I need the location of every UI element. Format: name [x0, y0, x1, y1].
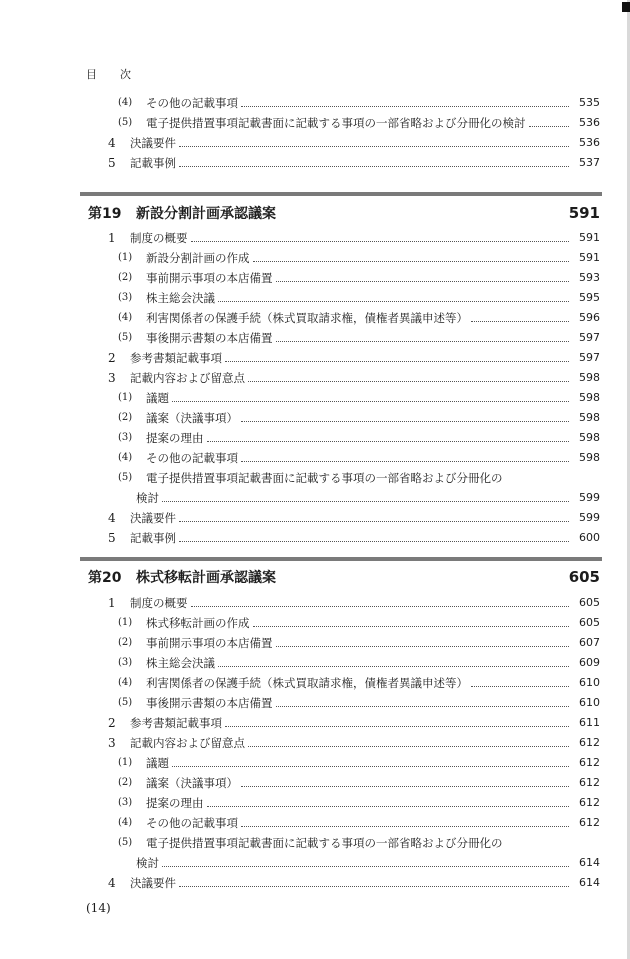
entry-label: 記載内容および留意点 [130, 371, 245, 385]
entry-label: 事後開示書類の本店備置 [146, 696, 273, 710]
dot-leader [241, 826, 569, 827]
entry-page: 610 [579, 696, 600, 709]
toc-entry[interactable] [86, 448, 600, 468]
toc-block-top [86, 93, 600, 173]
section-divider [80, 192, 602, 196]
entry-page: 593 [579, 271, 600, 284]
toc-entry[interactable] [86, 813, 600, 833]
dot-leader [225, 726, 569, 727]
entry-label: その他の記載事項 [146, 96, 238, 110]
entry-page: 607 [579, 636, 600, 649]
toc-entry[interactable] [86, 733, 600, 753]
dot-leader [172, 401, 569, 402]
entry-number: (1) [118, 757, 133, 768]
entry-label: 議案（決議事項） [146, 411, 238, 425]
toc-entry[interactable] [86, 753, 600, 773]
toc-entry[interactable] [86, 388, 600, 408]
toc-entry[interactable] [86, 673, 600, 693]
entry-label: 事後開示書類の本店備置 [146, 331, 273, 345]
toc-entry[interactable] [86, 873, 600, 893]
entry-page: 595 [579, 291, 600, 304]
entry-label: 提案の理由 [146, 431, 204, 445]
entry-number: (5) [118, 117, 133, 128]
dot-leader [172, 766, 569, 767]
entry-page: 612 [579, 796, 600, 809]
entry-page: 535 [579, 96, 600, 109]
entry-page: 612 [579, 776, 600, 789]
toc-entry[interactable] [86, 613, 600, 633]
toc-entry[interactable] [86, 633, 600, 653]
entry-page: 598 [579, 431, 600, 444]
dot-leader [162, 501, 569, 502]
entry-number: (5) [118, 332, 133, 343]
entry-page: 596 [579, 311, 600, 324]
dot-leader [248, 746, 569, 747]
entry-label: その他の記載事項 [146, 816, 238, 830]
dot-leader [276, 341, 570, 342]
entry-number: 3 [108, 371, 116, 385]
entry-number: 4 [108, 511, 116, 525]
entry-label: 決議要件 [130, 511, 176, 525]
entry-number: (4) [118, 677, 133, 688]
entry-page: 591 [579, 231, 600, 244]
entry-label: 検討 [136, 856, 159, 870]
entry-number: (3) [118, 657, 133, 668]
entry-page: 611 [579, 716, 600, 729]
entry-label: 記載事例 [130, 531, 176, 545]
dot-leader [241, 786, 569, 787]
section-number: 第20 [88, 570, 122, 586]
entry-number: 1 [108, 596, 116, 610]
entry-label: 電子提供措置事項記載書面に記載する事項の一部省略および分冊化の検討 [146, 116, 526, 130]
dot-leader [241, 106, 569, 107]
dot-leader [179, 146, 569, 147]
dot-leader [207, 441, 570, 442]
entry-page: 614 [579, 876, 600, 889]
toc-entry[interactable] [86, 773, 600, 793]
entry-page: 598 [579, 451, 600, 464]
entry-number: 5 [108, 531, 116, 545]
entry-label: その他の記載事項 [146, 451, 238, 465]
toc-entry[interactable] [86, 593, 600, 613]
entry-page: 597 [579, 331, 600, 344]
dot-leader [241, 461, 569, 462]
entry-label: 議題 [146, 391, 169, 405]
toc-entry[interactable] [86, 93, 600, 113]
entry-page: 612 [579, 736, 600, 749]
entry-label: 株主総会決議 [146, 656, 215, 670]
entry-page: 605 [579, 616, 600, 629]
entry-number: 4 [108, 876, 116, 890]
dot-leader [241, 421, 569, 422]
entry-page: 536 [579, 116, 600, 129]
section-page: 591 [568, 204, 600, 222]
toc-entry[interactable] [86, 853, 600, 873]
toc-entry[interactable] [86, 288, 600, 308]
toc-entry[interactable] [86, 408, 600, 428]
toc-entry[interactable] [86, 653, 600, 673]
toc-block-section-20 [86, 593, 600, 893]
entry-page: 605 [579, 596, 600, 609]
dot-leader [179, 521, 569, 522]
entry-number: (2) [118, 777, 133, 788]
entry-number: 5 [108, 156, 116, 170]
entry-label: 事前開示事項の本店備置 [146, 636, 273, 650]
toc-entry[interactable] [86, 488, 600, 508]
entry-number: (5) [118, 697, 133, 708]
dot-leader [471, 321, 569, 322]
entry-number: 3 [108, 736, 116, 750]
dot-leader [276, 646, 570, 647]
entry-label: 決議要件 [130, 136, 176, 150]
dot-leader [191, 241, 570, 242]
entry-number: (4) [118, 312, 133, 323]
section-divider [80, 557, 602, 561]
entry-page: 591 [579, 251, 600, 264]
entry-label: 新設分割計画の作成 [146, 251, 250, 265]
dot-leader [253, 626, 570, 627]
entry-label: 制度の概要 [130, 231, 188, 245]
entry-number: (2) [118, 637, 133, 648]
entry-label: 電子提供措置事項記載書面に記載する事項の一部省略および分冊化の [146, 836, 503, 850]
dot-leader [471, 686, 569, 687]
running-head: 目 次 [86, 68, 137, 81]
entry-number: (4) [118, 817, 133, 828]
entry-page: 612 [579, 756, 600, 769]
toc-entry[interactable] [86, 428, 600, 448]
toc-entry[interactable] [86, 508, 600, 528]
entry-page: 598 [579, 391, 600, 404]
entry-number: (5) [118, 837, 133, 848]
dot-leader [529, 126, 570, 127]
entry-page: 612 [579, 816, 600, 829]
toc-entry[interactable] [86, 268, 600, 288]
entry-label: 提案の理由 [146, 796, 204, 810]
toc-entry[interactable] [86, 133, 600, 153]
entry-number: (2) [118, 412, 133, 423]
entry-label: 利害関係者の保護手続（株式買取請求権，債権者異議申述等） [146, 311, 468, 325]
entry-label: 参考書類記載事項 [130, 351, 222, 365]
toc-entry[interactable] [86, 833, 600, 853]
dot-leader [218, 301, 569, 302]
section-number: 第19 [88, 206, 122, 222]
toc-entry[interactable] [86, 153, 600, 173]
entry-number: 2 [108, 716, 116, 730]
dot-leader [179, 541, 569, 542]
entry-page: 614 [579, 856, 600, 869]
dot-leader [191, 606, 570, 607]
entry-label: 利害関係者の保護手続（株式買取請求権，債権者異議申述等） [146, 676, 468, 690]
entry-label: 検討 [136, 491, 159, 505]
entry-page: 537 [579, 156, 600, 169]
toc-entry[interactable] [86, 793, 600, 813]
dot-leader [276, 706, 570, 707]
entry-page: 598 [579, 411, 600, 424]
entry-number: (4) [118, 97, 133, 108]
toc-entry[interactable] [86, 368, 600, 388]
dot-leader [179, 886, 569, 887]
dot-leader [218, 666, 569, 667]
entry-page: 609 [579, 656, 600, 669]
toc-entry[interactable] [86, 248, 600, 268]
section-page: 605 [568, 568, 600, 586]
dot-leader [162, 866, 569, 867]
toc-entry[interactable] [86, 713, 600, 733]
entry-page: 599 [579, 511, 600, 524]
section-title: 株式移転計画承認議案 [136, 570, 276, 586]
dot-leader [179, 166, 569, 167]
toc-entry[interactable] [86, 328, 600, 348]
entry-label: 株式移転計画の作成 [146, 616, 250, 630]
page-folio: (14) [86, 901, 111, 915]
entry-page: 598 [579, 371, 600, 384]
entry-number: 4 [108, 136, 116, 150]
entry-number: (5) [118, 472, 133, 483]
entry-page: 600 [579, 531, 600, 544]
section-heading-20[interactable] [88, 565, 600, 589]
toc-entry[interactable] [86, 113, 600, 133]
entry-page: 597 [579, 351, 600, 364]
entry-label: 参考書類記載事項 [130, 716, 222, 730]
entry-number: (3) [118, 432, 133, 443]
entry-number: (2) [118, 272, 133, 283]
entry-label: 制度の概要 [130, 596, 188, 610]
toc-entry[interactable] [86, 528, 600, 548]
toc-block-section-19 [86, 228, 600, 548]
entry-page: 610 [579, 676, 600, 689]
toc-entry[interactable] [86, 693, 600, 713]
entry-label: 記載事例 [130, 156, 176, 170]
dot-leader [207, 806, 570, 807]
dot-leader [225, 361, 569, 362]
entry-label: 事前開示事項の本店備置 [146, 271, 273, 285]
entry-number: (1) [118, 392, 133, 403]
entry-label: 議題 [146, 756, 169, 770]
entry-label: 決議要件 [130, 876, 176, 890]
entry-number: (1) [118, 252, 133, 263]
entry-number: (1) [118, 617, 133, 628]
entry-number: (3) [118, 292, 133, 303]
entry-page: 536 [579, 136, 600, 149]
entry-number: (4) [118, 452, 133, 463]
entry-label: 記載内容および留意点 [130, 736, 245, 750]
section-heading-19[interactable] [88, 201, 600, 225]
toc-entry[interactable] [86, 308, 600, 328]
entry-label: 株主総会決議 [146, 291, 215, 305]
toc-entry[interactable] [86, 348, 600, 368]
section-title: 新設分割計画承認議案 [136, 206, 276, 222]
entry-page: 599 [579, 491, 600, 504]
entry-number: 2 [108, 351, 116, 365]
corner-mark [622, 2, 630, 12]
toc-entry[interactable] [86, 228, 600, 248]
dot-leader [276, 281, 570, 282]
toc-entry[interactable] [86, 468, 600, 488]
dot-leader [248, 381, 569, 382]
entry-label: 電子提供措置事項記載書面に記載する事項の一部省略および分冊化の [146, 471, 503, 485]
entry-label: 議案（決議事項） [146, 776, 238, 790]
dot-leader [253, 261, 570, 262]
entry-number: (3) [118, 797, 133, 808]
entry-number: 1 [108, 231, 116, 245]
